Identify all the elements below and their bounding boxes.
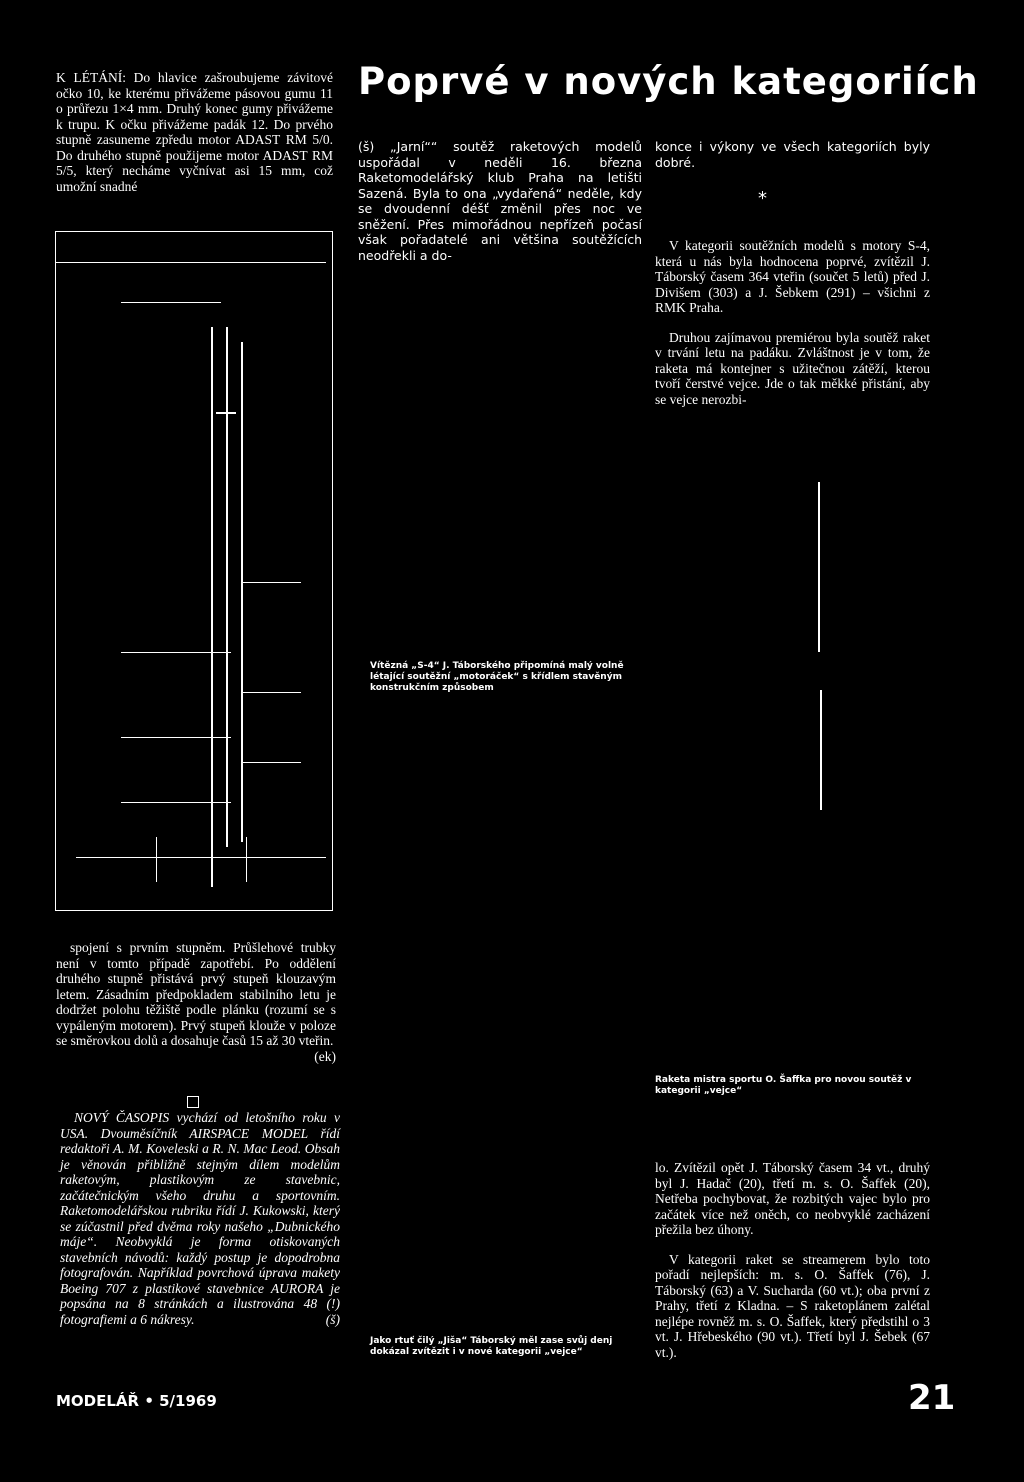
photo-edge xyxy=(818,482,820,652)
paragraph-text: NOVÝ ČASOPIS vychází od letošního roku v USA. Dvouměsíčník AIRSPACE MODEL řídí redaktoři A. M. Koveleski a R. N. Mac Leod. Obsah je věnován přibližně stejným dílem modelům raketovým, plastikovým ze stavebnic, začátečnickým všeho druhu a sportovním. Raketomodelářskou rubriku řídí J. Kukowski, který se zúčastnil před dvěma roky našeho „Dubnického máje“. Neobvyklá je forma otiskovaných stavebních návodů: každý postup je dopodrobna fotografován. Například povrchová úprava makety Boeing 707 z plastikové stavebnice AURORA je popsána na 8 stránkách a ilustrována 48 (!) fotografiemi a 6 nákresy. xyxy=(60,1110,340,1327)
photo-caption: Raketa mistra sportu O. Šaffka pro novou soutěž v kategorii „vejce“ xyxy=(655,1075,912,1096)
signature: (ek) xyxy=(314,1048,336,1064)
paragraph xyxy=(60,1110,340,1327)
paragraph: Druhou zajímavou premiérou byla soutěž raket v trvání letu na padáku. Zvláštnost je v tom, že raketa má kontejner s užitečnou zátěží, kterou tvoří čerstvé vejce. Jde o tak měkké přistání, aby se vejce nerozbi- xyxy=(655,329,930,407)
paragraph xyxy=(56,940,336,1064)
right-mid-text xyxy=(655,238,930,421)
page-number: 21 xyxy=(908,1378,956,1418)
left-top-text xyxy=(56,70,333,208)
footer-issue: MODELÁŘ • 5/1969 xyxy=(56,1392,217,1410)
news-text xyxy=(60,1110,340,1341)
left-mid-text xyxy=(56,940,336,1064)
paragraph: (š) „Jarní““ soutěž raketových modelů uspořádal v neděli 16. března Raketomodelářský klub Praha na letišti Sazená. Byla to ona „vydařená“ neděle, kdy se dvoudenní déšť změnil přes noc ve sněžení. Přes mimořádnou nepřízeň počasí však pořadatelé ani většina soutěžících neodřekli a do- xyxy=(358,139,642,263)
paragraph: K LÉTÁNÍ: Do hlavice zašroubujeme závitové očko 10, ke kterému přivážeme pásovou gumu 11 o průřezu 1×4 mm. Druhý konec gumy přivážeme k trupu. K očku přivážeme padák 12. Do prvého stupně zasuneme zpředu motor ADAST RM 5/0. Do druhého stupně použijeme motor ADAST RM 5/5, který necháme vyčnívat asi 15 mm, což umožní snadné xyxy=(56,70,333,194)
separator-square xyxy=(187,1096,199,1108)
signature: (š) xyxy=(325,1311,340,1327)
paragraph: lo. Zvítězil opět J. Táborský časem 34 vt., druhý byl J. Hadač (20), třetí m. s. O. Šaffek (20), Netřeba pochybovat, že rozbitých vajec bylo pro začátek více než oněch, co neobvyklé zacházení přežila bez úhony. xyxy=(655,1160,930,1237)
paragraph-text: spojení s prvním stupněm. Průšlehové trubky není v tomto případě zapotřebí. Po oddělení druhého stupně přistává prvý stupeň klouzavým letem. Zásadním předpokladem stabilního letu je dodržet polohu těžiště podle plánku (rozumí se s vypáleným motorem). Prvý stupeň klouže v poloze se směrovkou dolů a dosahuje časů 15 až 30 vteřin. xyxy=(56,940,336,1048)
photo-caption: Jako rtuť čilý „Jiša“ Táborský měl zase svůj denj dokázal zvítězit i v nové kategorii „vejce“ xyxy=(370,1336,613,1357)
paragraph: V kategorii raket se streamerem bylo toto pořadí nejlepších: m. s. O. Šaffek (76), J. Táborský (63) a V. Sucharda (60 vt.); oba první z Prahy, třetí z Kladna. – S raketoplánem zalétal nejlépe rovněž m. s. O. Šaffek, který předstihl o 3 vt. J. Hřebeského (90 vt.). Třetí byl J. Šebek (67 vt.). xyxy=(655,1251,930,1360)
photo-caption: Vítězná „S-4“ J. Táborského připomíná malý volně létající soutěžní „motoráček“ s křídlem stavěným konstrukčním způsobem xyxy=(370,661,624,693)
right-top-text xyxy=(655,139,930,184)
paragraph: konce i výkony ve všech kategoriích byly dobré. xyxy=(655,139,930,170)
paragraph: V kategorii soutěžních modelů s motory S-4, která u nás byla hodnocena poprvé, zvítězil J. Táborský časem 364 vteřin (součet 5 letů) před J. Divišem (303) a J. Šebkem (291) – všichni z RMK Praha. xyxy=(655,238,930,315)
rocket-plan-diagram xyxy=(55,231,333,911)
mid-text xyxy=(358,139,642,277)
right-low-text xyxy=(655,1160,930,1374)
star-separator: * xyxy=(758,188,767,209)
photo-edge xyxy=(820,690,822,810)
headline: Poprvé v nových kategoriích xyxy=(358,60,979,103)
